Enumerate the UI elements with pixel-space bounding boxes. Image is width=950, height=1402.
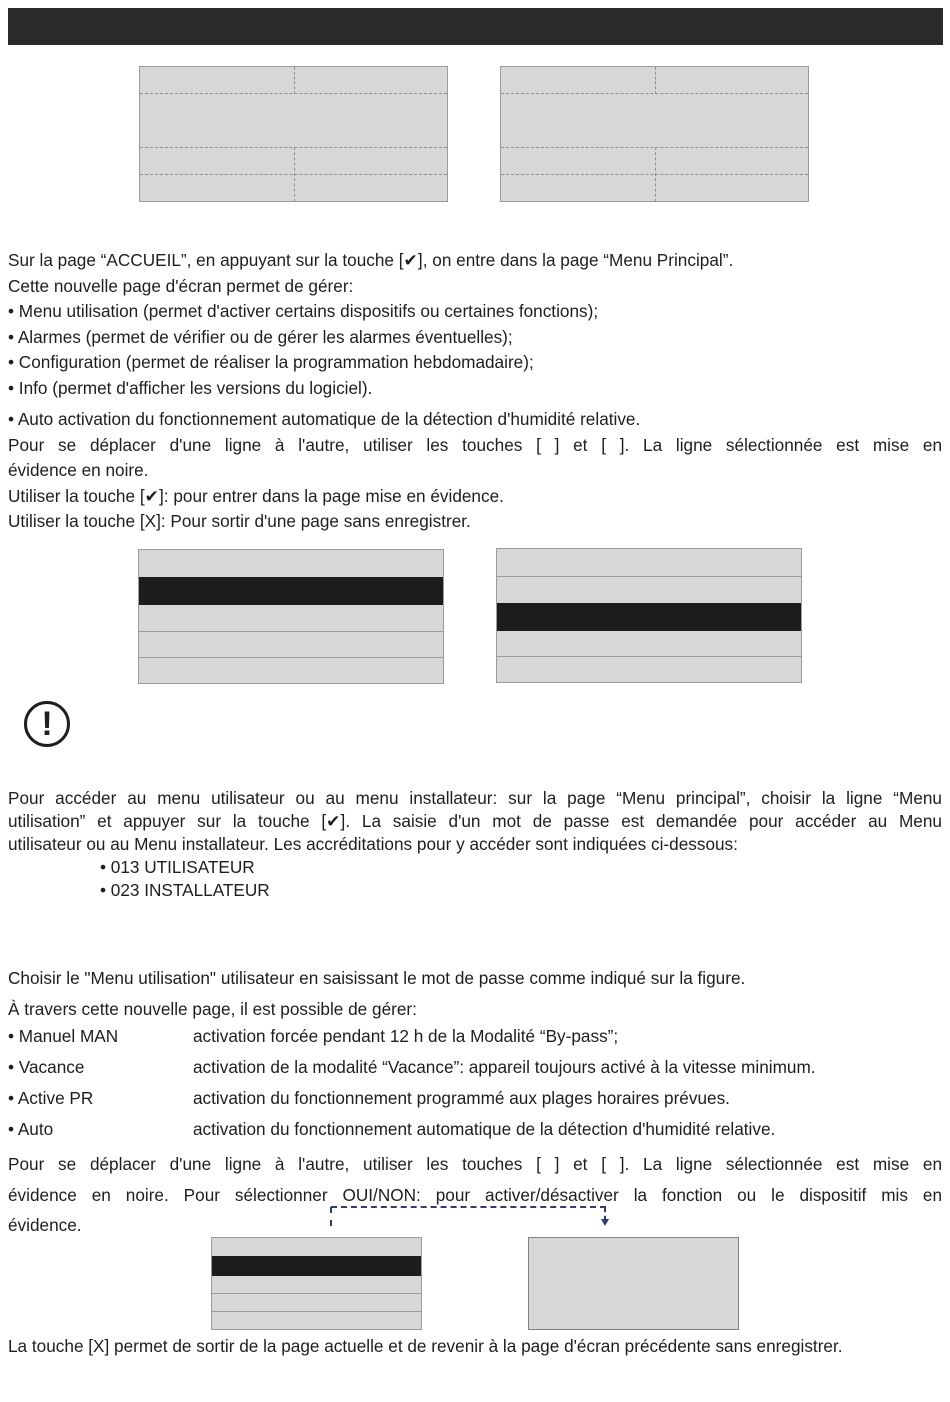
auto-bullet: • Auto activation du fonctionnement automatique de la détection d'humidité relative. (8, 409, 641, 429)
item-key: • Vacance (8, 1057, 85, 1077)
usage-line: Choisir le "Menu utilisation" utilisateur en saisissant le mot de passe comme indiqué sur la figure. (8, 968, 746, 988)
main-menu-screen-left (138, 549, 444, 684)
exit-line: Utiliser la touche [X]: Pour sortir d'une page sans enregistrer. (8, 511, 471, 532)
exclamation-circle-icon: ! (24, 701, 70, 747)
nav-line: évidence en noire. (8, 460, 149, 481)
dashed-connector (331, 1206, 606, 1208)
access-line: utilisation” et appuyer sur la touche [✔]. La saisie d'un mot de passe est demandée pour accéder au Menu (8, 811, 942, 831)
home-screen-left (139, 66, 448, 202)
item-key: • Manuel MAN (8, 1026, 119, 1046)
intro-line: Sur la page “ACCUEIL”, en appuyant sur la touche [✔], on entre dans la page “Menu Principal”. (8, 250, 734, 270)
menu-bullet: • Info (permet d'afficher les versions du logiciel). (8, 377, 373, 398)
arrow-down-icon (601, 1219, 609, 1226)
item-desc: activation du fonctionnement automatique de la détection d'humidité relative. (193, 1119, 776, 1139)
intro-line: Cette nouvelle page d'écran permet de gérer: (8, 275, 354, 296)
intro-text (8, 248, 942, 402)
access-text (8, 787, 942, 856)
usage-nav-line: Pour se déplacer d'une ligne à l'autre, utiliser les touches [ ] et [ ]. La ligne sélectionnée est mise en (8, 1154, 942, 1174)
navigation-text (8, 407, 942, 535)
item-key: • Active PR (8, 1088, 94, 1108)
usage-line: À travers cette nouvelle page, il est possible de gérer: (8, 999, 417, 1019)
main-menu-screen-right (496, 548, 802, 683)
item-key: • Auto (8, 1119, 54, 1139)
footer-text (8, 1334, 942, 1360)
menu-bullet: • Menu utilisation (permet d'activer certains dispositifs ou certaines fonctions); (8, 301, 599, 322)
usage-intro (8, 963, 942, 1025)
code-installer: • 023 INSTALLATEUR (100, 880, 270, 900)
usage-navigation (8, 1149, 942, 1241)
usage-nav-line: évidence. (8, 1215, 82, 1235)
menu-bullet: • Alarmes (permet de vérifier ou de gérer les alarmes éventuelles); (8, 326, 513, 347)
header-bar (8, 8, 943, 45)
dashed-connector-left (330, 1207, 332, 1226)
usage-menu-screen-right (528, 1237, 739, 1330)
nav-line: Pour se déplacer d'une ligne à l'autre, utiliser les touches [ ] et [ ]. La ligne sélectionnée est mise en (8, 434, 942, 455)
footer-line: La touche [X] permet de sortir de la page actuelle et de revenir à la page d'écran précédente sans enregistrer. (8, 1336, 843, 1356)
access-line: utilisateur ou au Menu installateur. Les accréditations pour y accéder sont indiquées ci-dessous: (8, 834, 738, 854)
item-desc: activation forcée pendant 12 h de la Modalité “By-pass”; (193, 1026, 619, 1046)
enter-line: Utiliser la touche [✔]: pour entrer dans la page mise en évidence. (8, 485, 504, 506)
menu-bullet: • Configuration (permet de réaliser la programmation hebdomadaire); (8, 352, 534, 373)
item-desc: activation du fonctionnement programmé aux plages horaires prévues. (193, 1088, 730, 1108)
item-desc: activation de la modalité “Vacance”: appareil toujours activé à la vitesse minimum. (193, 1057, 816, 1077)
usage-nav-line: évidence en noire. Pour sélectionner OUI/NON: pour activer/désactiver la fonction ou le dispositif mis en (8, 1184, 942, 1205)
home-screen-right (500, 66, 809, 202)
access-line: Pour accéder au menu utilisateur ou au menu installateur: sur la page “Menu principal”, choisir la ligne “Menu (8, 788, 942, 808)
code-user: • 013 UTILISATEUR (100, 857, 255, 877)
usage-menu-screen-left (211, 1237, 422, 1330)
